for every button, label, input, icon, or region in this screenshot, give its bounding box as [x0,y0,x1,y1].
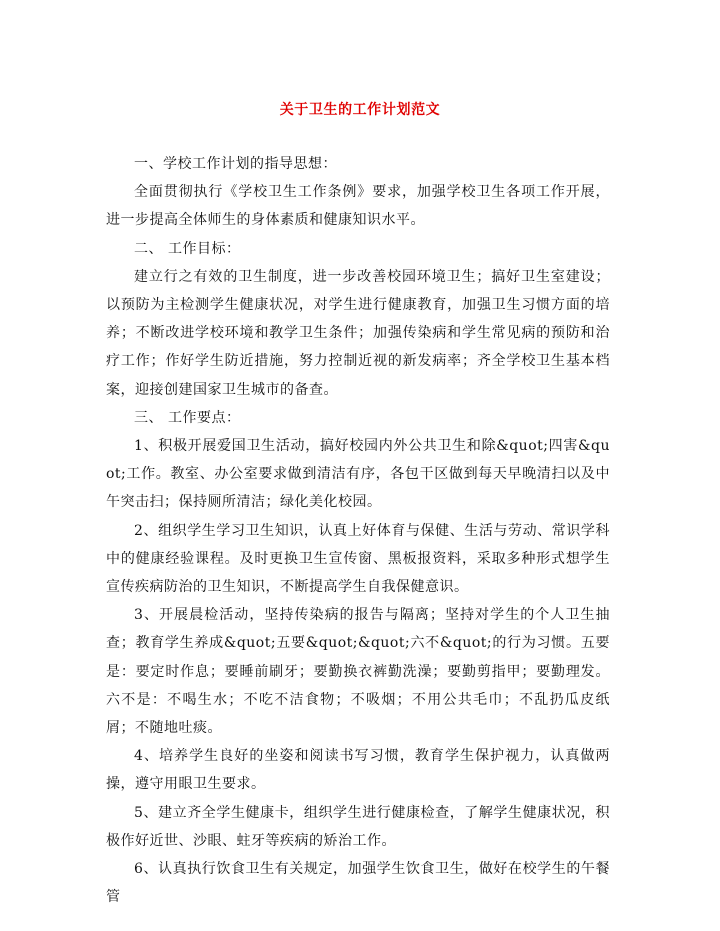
key-point-2: 2、组织学生学习卫生知识，认真上好体育与保健、生活与劳动、常识学科中的健康经验课程。及时更换卫生宣传窗、黑板报资料，采取多种形式想学生宣传疾病防治的卫生知识，不断提高学生自我保健意识。 [106,522,610,596]
document-body [106,150,610,911]
section-heading-goals: 二、 工作目标： [134,240,241,257]
key-point-1: 1、积极开展爱国卫生活动，搞好校园内外公共卫生和除&quot;四害&quot;工作。教室、办公室要求做到清洁有序，各包干区做到每天早晚清扫以及中午突击扫；保持厕所清洁；绿化美化校园。 [106,438,610,511]
document-title: 关于卫生的工作计划范文 [279,102,441,118]
paragraph-goals: 建立行之有效的卫生制度，进一步改善校园环境卫生；搞好卫生室建设；以预防为主检测学生健康状况，对学生进行健康教育，加强卫生习惯方面的培养；不断改进学校环境和教学卫生条件；加强传染病和学生常见病的预防和治疗工作；作好学生防近措施，努力控制近视的新发病率；齐全学校卫生基本档案，迎接创建国家卫生城市的备查。 [106,268,610,398]
key-point-3: 3、开展晨检活动，坚持传染病的报告与隔离；坚持对学生的个人卫生抽查；教育学生养成&quot;五要&quot;&quot;六不&quot;的行为习惯。五要是：要定时作息；要睡前刷牙；要勤换衣裤勤洗澡；要勤剪指甲；要勤理发。六不是：不喝生水；不吃不洁食物；不吸烟；不用公共毛巾；不乱扔瓜皮纸屑；不随地吐痰。 [106,607,610,737]
section-heading-key-points: 三、 工作要点： [134,409,241,426]
key-point-5: 5、建立齐全学生健康卡，组织学生进行健康检查，了解学生健康状况，积极作好近世、沙眼、蛀牙等疾病的矫治工作。 [106,804,610,849]
key-point-6: 6、认真执行饮食卫生有关规定，加强学生饮食卫生，做好在校学生的午餐管 [106,861,610,906]
section-heading-guiding-thought: 一、学校工作计划的指导思想： [134,156,337,172]
paragraph-guiding-thought: 全面贯彻执行《学校卫生工作条例》要求，加强学校卫生各项工作开展，进一步提高全体师生的身体素质和健康知识水平。 [106,184,610,229]
key-point-4: 4、培养学生良好的坐姿和阅读书写习惯，教育学生保护视力，认真做两操，遵守用眼卫生要求。 [106,748,610,793]
